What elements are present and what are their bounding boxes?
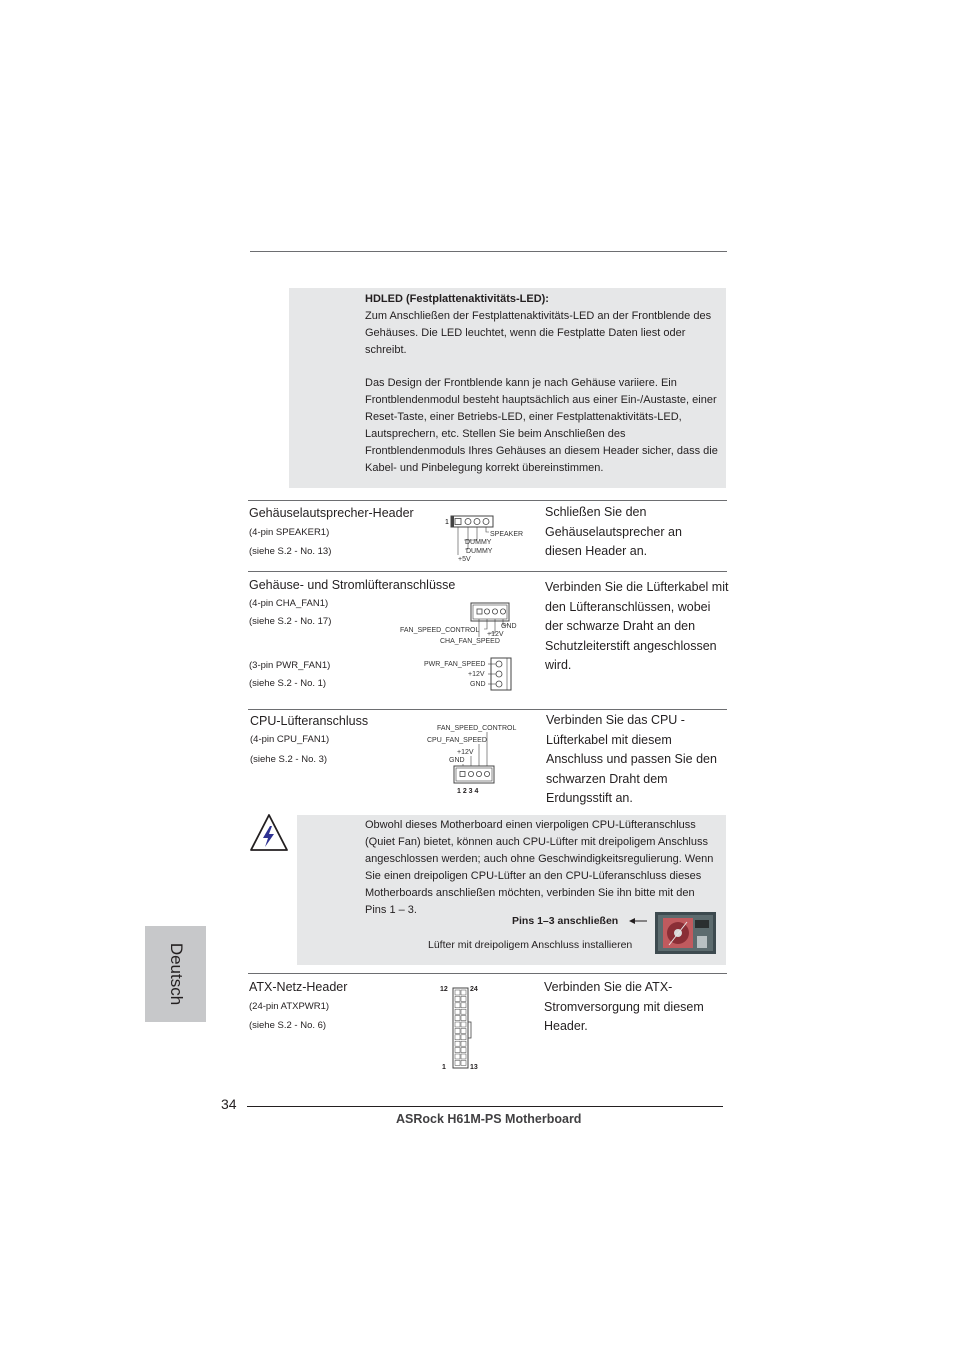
speaker-rule xyxy=(248,500,727,501)
footer-product: ASRock H61M-PS Motherboard xyxy=(396,1112,582,1126)
install-label: Lüfter mit dreipoligem Anschluss installieren xyxy=(428,939,633,951)
cpufan-desc-line: schwarzen Draht dem xyxy=(546,771,668,786)
cpufan-desc-line: Anschluss und passen Sie den xyxy=(546,752,717,766)
atx-pin xyxy=(461,1003,466,1008)
speaker-header-diagram xyxy=(440,512,530,564)
atx-label-24: 24 xyxy=(470,986,478,993)
warning-icon xyxy=(248,812,290,854)
cpufan-pin-numbers: 1 2 3 4 xyxy=(457,788,479,795)
speaker-title: Gehäuselautsprecher-Header xyxy=(249,506,414,520)
pwrfan-pin: (3-pin PWR_FAN1) xyxy=(249,660,331,671)
top-rule xyxy=(250,251,727,252)
atx-desc-line: Verbinden Sie die ATX- xyxy=(544,980,673,994)
speaker-desc xyxy=(545,503,682,562)
hdled-p1-line: schreibt. xyxy=(365,344,407,356)
atx-pin xyxy=(455,1003,460,1008)
note-line: Sie einen dreipoligen CPU-Lüfter an den CPU-Lüferanschluss dieses xyxy=(365,870,702,882)
pwrfan-speed-label: PWR_FAN_SPEED xyxy=(424,661,486,668)
speaker-pin1-label: 1 xyxy=(445,519,449,526)
cpufan-desc-line: Verbinden Sie das CPU - xyxy=(546,713,685,727)
atx-pin xyxy=(461,1060,466,1065)
atx-pin xyxy=(455,1022,460,1027)
atx-pin xyxy=(455,1028,460,1033)
cpufan-speed-label: CPU_FAN_SPEED xyxy=(427,737,487,744)
hdled-p2-line: Frontblendenmodul besteht hauptsächlich aus einer Ein-/Austaste, einer xyxy=(365,394,717,406)
chafan-desc xyxy=(545,578,728,676)
cpufan-12v-label: +12V xyxy=(457,749,474,756)
atx-pin-grid xyxy=(455,990,466,1065)
language-tab xyxy=(145,926,206,1022)
atx-desc xyxy=(544,978,704,1037)
atx-pin xyxy=(461,1009,466,1014)
note-line: Pins 1 – 3. xyxy=(365,904,417,916)
atx-rule xyxy=(248,973,727,974)
cpufan-desc xyxy=(546,711,717,809)
page-number: 34 xyxy=(221,1096,237,1112)
atx-label-13: 13 xyxy=(470,1064,478,1071)
cpufan-desc-line: Lüfterkabel mit diesem xyxy=(546,732,672,747)
hdled-p2-line: Das Design der Frontblende kann je nach Gehäuse variiere. Ein xyxy=(365,377,677,389)
chafan-rule xyxy=(248,571,727,572)
atx-pin xyxy=(455,1060,460,1065)
atx-pin xyxy=(455,1035,460,1040)
atx-pin xyxy=(461,1028,466,1033)
speaker-desc-line: diesen Header an. xyxy=(545,544,648,558)
pwrfan-header-diagram xyxy=(422,656,517,692)
pins-label: Pins 1–3 anschließen xyxy=(512,915,619,927)
atx-pin xyxy=(461,1035,466,1040)
chafan-gnd-label: GND xyxy=(501,623,517,630)
atx-pin xyxy=(455,1054,460,1059)
footer-rule xyxy=(247,1106,723,1107)
atx-pin xyxy=(461,1016,466,1021)
atx-pin xyxy=(461,1048,466,1053)
cpufan-pin: (4-pin CPU_FAN1) xyxy=(250,734,330,745)
hdled-p2-line: Kabel- und Pinbelegung korrekt übereinstimmen. xyxy=(365,462,604,474)
note-line: Motherboards anschließen möchten, verbinden Sie ihn bitte mit den xyxy=(365,887,695,899)
chafan-12v-label: +12V xyxy=(487,631,504,638)
hdled-title: HDLED (Festplattenaktivitäts-LED): xyxy=(365,293,549,305)
pwrfan-ref: (siehe S.2 - No. 1) xyxy=(249,678,327,689)
speaker-desc-line: Schließen Sie den xyxy=(545,505,647,519)
note-line: Obwohl dieses Motherboard einen vierpoligen CPU-Lüfteranschluss xyxy=(365,819,696,831)
note-line: angeschlossen werden; auch ohne Geschwindigkeitsregulierung. Wenn xyxy=(365,853,714,865)
chafan-desc-line: Verbinden Sie die Lüfterkabel mit xyxy=(545,580,729,594)
cpufan-title: CPU-Lüfteranschluss xyxy=(250,714,369,728)
atx-ref: (siehe S.2 - No. 6) xyxy=(249,1020,327,1031)
hdled-p2-line: Frontblendenmoduls Ihres Gehäuses an diesem Header sicher, dass die xyxy=(365,445,718,457)
pwrfan-12v-label: +12V xyxy=(468,671,485,678)
chafan-ref: (siehe S.2 - No. 17) xyxy=(249,616,332,627)
atx-header-diagram xyxy=(436,982,486,1074)
note-text xyxy=(365,817,725,919)
atx-pin xyxy=(455,996,460,1001)
speaker-label-speaker: SPEAKER xyxy=(490,531,524,538)
cpufan-ref: (siehe S.2 - No. 3) xyxy=(250,754,328,765)
hdled-p1-line: Zum Anschließen der Festplattenaktivitäts-LED an der Frontblende des xyxy=(365,310,712,322)
atx-pin: (24-pin ATXPWR1) xyxy=(249,1001,330,1012)
chafan-desc-line: wird. xyxy=(545,658,572,672)
chafan-pin: (4-pin CHA_FAN1) xyxy=(249,598,329,609)
atx-pin xyxy=(461,1054,466,1059)
atx-pin xyxy=(455,1048,460,1053)
chafan-fsc-label: FAN_SPEED_CONTROL xyxy=(400,627,480,634)
atx-pin xyxy=(455,1009,460,1014)
atx-pin xyxy=(455,1016,460,1021)
hdled-p1-line: Gehäuses. Die LED leuchtet, wenn die Festplatte Daten liest oder xyxy=(365,327,686,339)
speaker-ref: (siehe S.2 - No. 13) xyxy=(249,546,332,557)
chafan-desc-line: den Lüfteranschlüssen, wobei xyxy=(545,599,711,614)
atx-pin xyxy=(461,990,466,995)
language-tab-label: Deutsch xyxy=(166,942,186,1006)
speaker-desc-line: Gehäuselautsprecher an xyxy=(545,524,682,539)
atx-title: ATX-Netz-Header xyxy=(249,980,348,994)
atx-desc-line: Header. xyxy=(544,1019,588,1033)
speaker-pin: (4-pin SPEAKER1) xyxy=(249,527,330,538)
atx-label-1: 1 xyxy=(442,1064,446,1071)
chafan-header-diagram xyxy=(398,601,523,646)
chafan-desc-line: Schutzleiterstift angeschlossen xyxy=(545,638,717,653)
cpufan-fsc-label: FAN_SPEED_CONTROL xyxy=(437,725,517,732)
hdled-p2-line: Lautsprechern, etc. Stellen Sie beim Anschließen des xyxy=(365,428,626,440)
fan-photo xyxy=(655,912,716,954)
hdled-text xyxy=(365,291,727,477)
atx-pin xyxy=(455,990,460,995)
atx-label-12: 12 xyxy=(440,986,448,993)
speaker-label-dummy: DUMMY xyxy=(466,548,493,555)
arrow-left-icon xyxy=(628,915,648,927)
speaker-label-dummy: DUMMY xyxy=(465,539,492,546)
chafan-desc-line: der schwarze Draht an den xyxy=(545,619,696,633)
cpufan-rule xyxy=(248,709,727,710)
atx-desc-line: Stromversorgung mit diesem xyxy=(544,999,704,1014)
chafan-speed-label: CHA_FAN_SPEED xyxy=(440,638,500,645)
cpufan-desc-line: Erdungsstift an. xyxy=(546,791,633,805)
cpufan-gnd-label: GND xyxy=(449,757,465,764)
speaker-label-5v: +5V xyxy=(458,556,471,563)
atx-pin xyxy=(455,1041,460,1046)
cpufan-header-diagram xyxy=(425,720,525,796)
chafan-title: Gehäuse- und Stromlüfteranschlüsse xyxy=(249,578,456,592)
atx-pin xyxy=(461,1041,466,1046)
pwrfan-gnd-label: GND xyxy=(470,681,486,688)
atx-pin xyxy=(461,996,466,1001)
atx-pin xyxy=(461,1022,466,1027)
note-line: (Quiet Fan) bietet, können auch CPU-Lüfter mit dreipoligem Anschluss xyxy=(365,836,708,848)
hdled-p2-line: Reset-Taste, einer Betriebs-LED, einer Festplattenaktivitäts-LED, xyxy=(365,411,682,423)
